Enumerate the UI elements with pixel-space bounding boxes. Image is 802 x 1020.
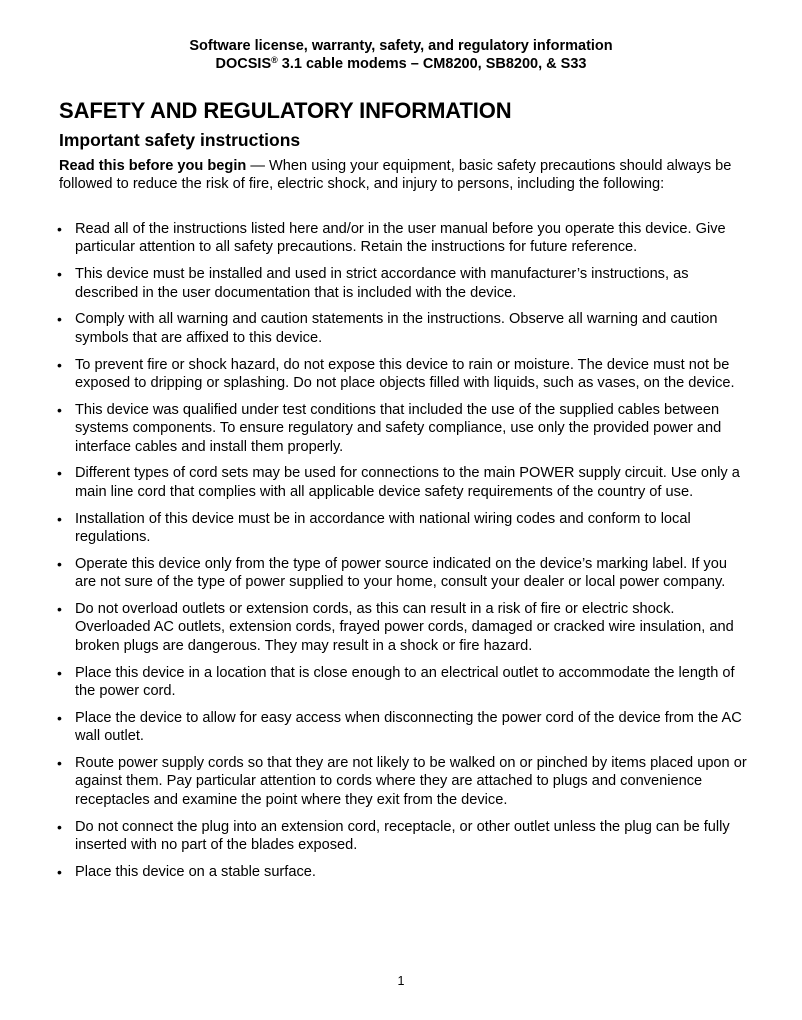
list-item (0, 220, 802, 257)
bullet-icon: • (57, 356, 62, 373)
bullet-icon: • (57, 863, 62, 880)
header-line-2-prefix: DOCSIS (215, 56, 272, 72)
bullet-icon: • (57, 709, 62, 726)
header-line-2-suffix: 3.1 cable modems – CM8200, SB8200, & S33 (277, 56, 587, 72)
list-item (0, 600, 802, 655)
list-item (0, 863, 802, 881)
list-item-text: Do not connect the plug into an extension cord, receptacle, or other outlet unless the plug can be fully inserted with no part of the blades exposed. (75, 818, 730, 854)
list-item-text: This device must be installed and used in strict accordance with manufacturer’s instructions, as described in the user documentation that is included with the device. (75, 266, 689, 301)
bullet-icon: • (57, 555, 62, 572)
bullet-icon: • (57, 818, 62, 835)
header-line-2 (0, 55, 802, 73)
bullet-icon: • (57, 401, 62, 418)
list-item (0, 265, 802, 302)
page-number: 1 (397, 974, 405, 988)
list-item (0, 356, 802, 393)
list-item-text: To prevent fire or shock hazard, do not expose this device to rain or moisture. The device must not be exposed to dripping or splashing. Do not place objects filled with liquids, such as vases, on the device. (75, 356, 735, 392)
bullet-icon: • (57, 311, 62, 328)
list-item-text: Route power supply cords so that they are not likely to be walked on or pinched by items placed upon or against them. Pay particular attention to cords where they are attached to plugs and convenience receptacles and examine the point where they exit from the device. (75, 755, 747, 808)
safety-instructions-list (0, 220, 802, 890)
list-item (0, 464, 802, 501)
bullet-icon: • (57, 465, 62, 482)
bullet-icon: • (57, 221, 62, 237)
list-item (0, 555, 802, 592)
list-item (0, 754, 802, 809)
bullet-icon: • (57, 510, 62, 527)
intro-text: — When using your equipment, basic safety precautions should always be followed to reduce the risk of fire, electric shock, and injury to persons, including the following: (59, 158, 732, 193)
list-item-text: Place this device on a stable surface. (75, 863, 316, 880)
subsection-title: Important safety instructions (59, 130, 301, 150)
list-item-text: Place this device in a location that is close enough to an electrical outlet to accommodate the length of the power cord. (75, 664, 735, 700)
list-item-text: Comply with all warning and caution statements in the instructions. Observe all warning and caution symbols that are affixed to this device. (75, 311, 718, 346)
list-item-text: Place the device to allow for easy access when disconnecting the power cord of the device from the AC wall outlet. (75, 709, 742, 745)
list-item (0, 510, 802, 547)
intro-lead: Read this before you begin (59, 158, 247, 174)
list-item-text: Do not overload outlets or extension cords, as this can result in a risk of fire or electric shock. Overloaded AC outlets, extension cords, frayed power cords, damaged or cracked wire insulation, and broken plugs are dangerous. They may result in a shock or fire hazard. (75, 601, 734, 654)
list-item (0, 709, 802, 746)
header-line-1: Software license, warranty, safety, and regulatory information (189, 38, 613, 54)
bullet-icon: • (57, 266, 62, 283)
bullet-icon: • (57, 664, 62, 681)
registered-mark: ® (271, 55, 278, 65)
bullet-icon: • (57, 601, 62, 618)
list-item-text: Installation of this device must be in accordance with national wiring codes and conform to local regulations. (75, 510, 691, 546)
list-item-text: Read all of the instructions listed here and/or in the user manual before you operate this device. Give particular attention to all safety precautions. Retain the instructions for future reference. (75, 221, 726, 256)
list-item (0, 310, 802, 347)
document-header (0, 37, 802, 73)
list-item-text: Operate this device only from the type of power source indicated on the device’s marking label. If you are not sure of the type of power supplied to your home, consult your dealer or local power company. (75, 555, 727, 591)
section-title: SAFETY AND REGULATORY INFORMATION (59, 98, 512, 123)
list-item-text: This device was qualified under test conditions that included the use of the supplied cables between systems components. To ensure regulatory and safety compliance, use only the provided power and interface cables and install them properly. (75, 401, 722, 455)
list-item-text: Different types of cord sets may be used for connections to the main POWER supply circuit. Use only a main line cord that complies with all applicable device safety requirements of the country of use. (75, 465, 740, 500)
intro-paragraph (59, 157, 749, 194)
list-item (0, 664, 802, 701)
list-item (0, 818, 802, 855)
list-item (0, 401, 802, 456)
bullet-icon: • (57, 755, 62, 772)
